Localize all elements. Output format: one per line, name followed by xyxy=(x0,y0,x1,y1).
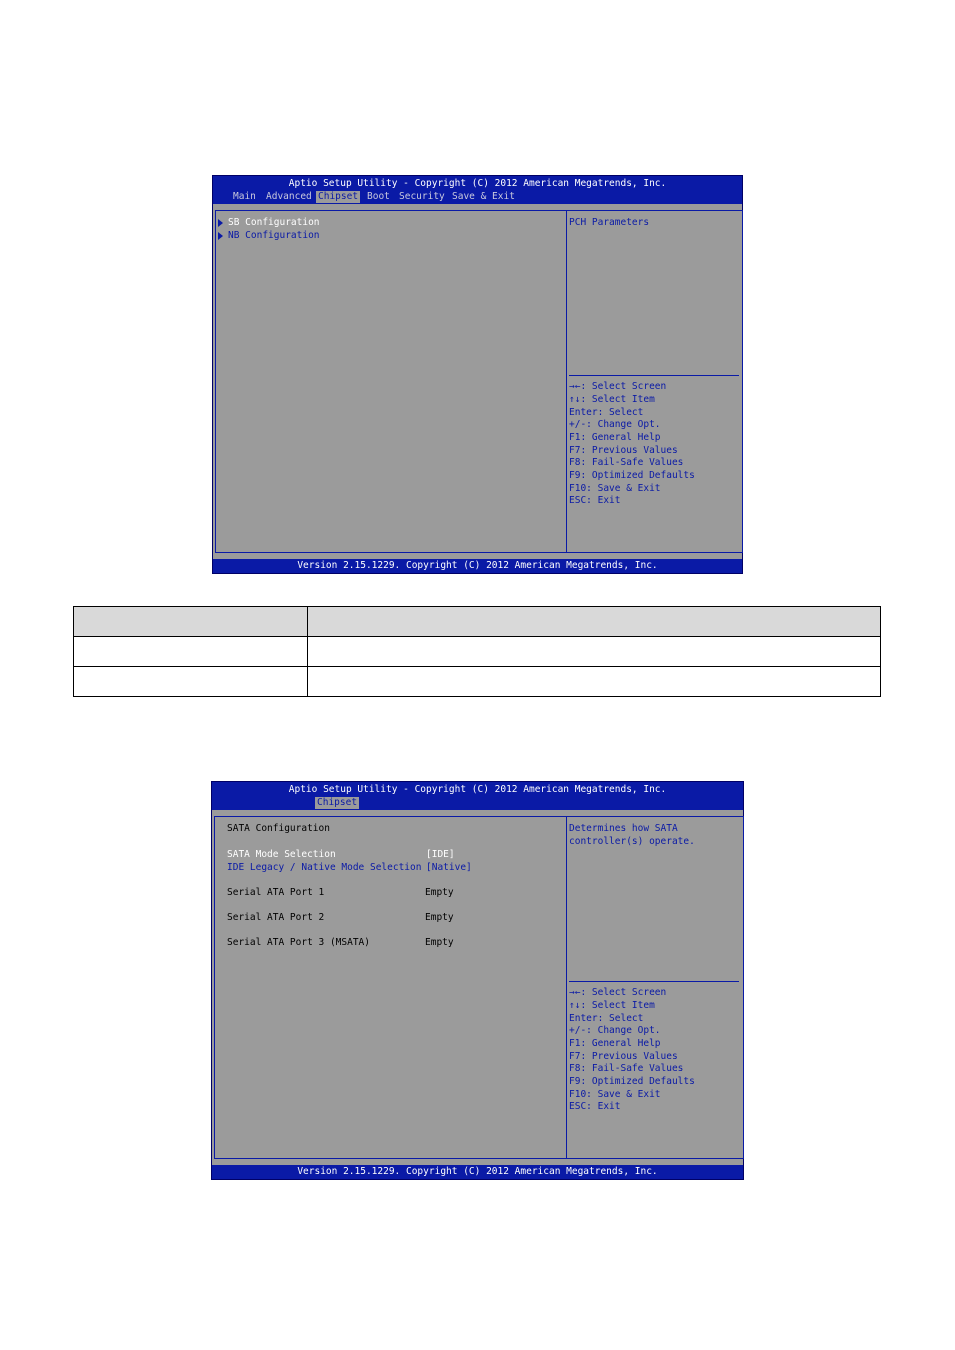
help-text: controller(s) operate. xyxy=(569,836,695,847)
help-separator xyxy=(569,981,739,982)
port-value: Empty xyxy=(425,937,454,948)
key-legend-line: Enter: Select xyxy=(569,1013,644,1024)
description-table xyxy=(73,606,881,697)
setting-value-ide-mode[interactable]: [Native] xyxy=(426,862,472,873)
bios-title-bar xyxy=(213,176,742,204)
tab-save-exit[interactable]: Save & Exit xyxy=(452,191,515,202)
table-cell xyxy=(308,667,881,697)
key-legend-line: ↑↓: Select Item xyxy=(569,1000,655,1011)
key-legend-line: F10: Save & Exit xyxy=(569,483,661,494)
panel-divider xyxy=(566,210,567,553)
key-legend-line: ↑↓: Select Item xyxy=(569,394,655,405)
tab-boot[interactable]: Boot xyxy=(367,191,390,202)
bios-footer: Version 2.15.1229. Copyright (C) 2012 American Megatrends, Inc. xyxy=(212,1165,743,1179)
setting-label-sata-mode[interactable]: SATA Mode Selection xyxy=(227,849,336,860)
section-title: SATA Configuration xyxy=(227,823,330,834)
key-legend-line: ESC: Exit xyxy=(569,1101,621,1112)
port-label: Serial ATA Port 3 (MSATA) xyxy=(227,937,370,948)
key-legend-line: F8: Fail-Safe Values xyxy=(569,457,684,468)
key-legend-line: F9: Optimized Defaults xyxy=(569,1076,695,1087)
bios-screen-chipset xyxy=(212,175,743,574)
key-legend-line: F7: Previous Values xyxy=(569,445,678,456)
table-cell xyxy=(308,607,881,637)
submenu-arrow-icon xyxy=(218,219,223,227)
table-row xyxy=(74,667,881,697)
key-legend-line: ESC: Exit xyxy=(569,495,621,506)
help-text: Determines how SATA xyxy=(569,823,678,834)
tab-security[interactable]: Security xyxy=(399,191,445,202)
panel-divider xyxy=(566,816,567,1159)
port-value: Empty xyxy=(425,912,454,923)
key-legend-line: →←: Select Screen xyxy=(569,987,667,998)
bios-title-bar xyxy=(212,782,743,810)
setting-value-sata-mode[interactable]: [IDE] xyxy=(426,849,455,860)
menu-item-nb-configuration[interactable]: NB Configuration xyxy=(228,230,320,241)
tab-main[interactable]: Main xyxy=(233,191,256,202)
table-cell xyxy=(308,637,881,667)
help-text: PCH Parameters xyxy=(569,217,650,228)
key-legend-line: F9: Optimized Defaults xyxy=(569,470,695,481)
key-legend-line: +/-: Change Opt. xyxy=(569,1025,661,1036)
tab-chipset[interactable]: Chipset xyxy=(318,191,359,202)
bios-title: Aptio Setup Utility - Copyright (C) 2012 American Megatrends, Inc. xyxy=(288,178,667,189)
bios-footer: Version 2.15.1229. Copyright (C) 2012 American Megatrends, Inc. xyxy=(213,559,742,573)
key-legend-line: F10: Save & Exit xyxy=(569,1089,661,1100)
port-label: Serial ATA Port 2 xyxy=(227,912,325,923)
submenu-arrow-icon xyxy=(218,232,223,240)
tab-chipset[interactable]: Chipset xyxy=(317,797,358,808)
key-legend-line: →←: Select Screen xyxy=(569,381,667,392)
table-cell xyxy=(74,667,308,697)
key-legend-line: +/-: Change Opt. xyxy=(569,419,661,430)
menu-item-sb-configuration[interactable]: SB Configuration xyxy=(228,217,320,228)
table-cell xyxy=(74,607,308,637)
key-legend-line: F8: Fail-Safe Values xyxy=(569,1063,684,1074)
help-separator xyxy=(569,375,739,376)
tab-advanced[interactable]: Advanced xyxy=(266,191,312,202)
table-row xyxy=(74,637,881,667)
setting-label-ide-mode[interactable]: IDE Legacy / Native Mode Selection xyxy=(227,862,422,873)
table-cell xyxy=(74,637,308,667)
key-legend-line: F1: General Help xyxy=(569,432,661,443)
port-label: Serial ATA Port 1 xyxy=(227,887,325,898)
bios-screen-sata-configuration xyxy=(211,781,744,1180)
bios-title: Aptio Setup Utility - Copyright (C) 2012 American Megatrends, Inc. xyxy=(288,784,667,795)
key-legend-line: F7: Previous Values xyxy=(569,1051,678,1062)
key-legend-line: F1: General Help xyxy=(569,1038,661,1049)
key-legend-line: Enter: Select xyxy=(569,407,644,418)
table-header-row xyxy=(74,607,881,637)
port-value: Empty xyxy=(425,887,454,898)
